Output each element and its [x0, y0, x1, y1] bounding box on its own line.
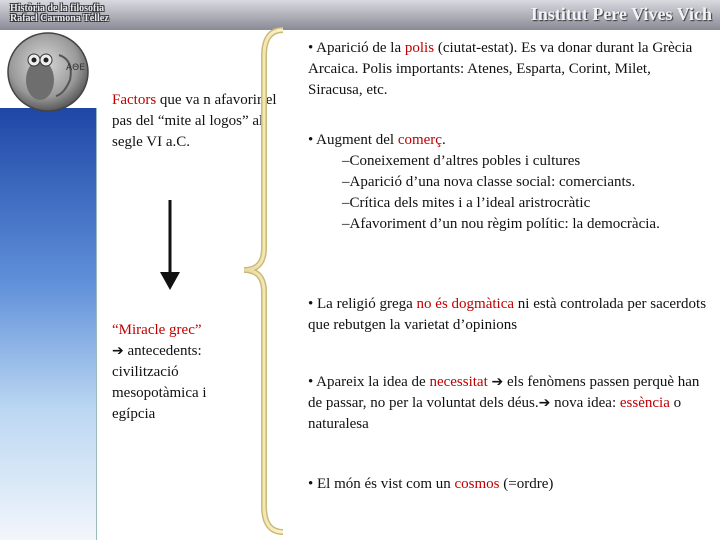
factors-text: que va n afavorir el pas del “mite al logos” al segle VI a.C.: [112, 92, 277, 150]
right-arrow-icon: ➔: [112, 343, 124, 359]
religion-text-b: ni està controlada per sacerdots que rebutgen la varietat d’opinions: [308, 296, 707, 333]
svg-text:ΑΘΕ: ΑΘΕ: [66, 63, 85, 73]
point-necessity: [308, 372, 708, 435]
cosmos-text-a: • El món és vist com un: [308, 476, 455, 492]
necessity-text-c: nova idea:: [550, 395, 620, 411]
down-arrow-icon: [158, 200, 182, 290]
commerce-subpoint: –Aparició d’una nova classe social: comerciants.: [342, 174, 636, 190]
owl-coin-icon: [4, 30, 92, 114]
decorative-gradient-sidebar: [0, 108, 97, 540]
necessity-text-a: • Apareix la idea de: [308, 374, 430, 390]
polis-text-a: • Aparició de la: [308, 40, 405, 56]
commerce-text-b: .: [441, 132, 446, 148]
miracle-block: [112, 320, 252, 425]
credit-subject: Història de la filosofia: [10, 3, 105, 14]
right-arrow-icon: ➔: [538, 395, 551, 411]
religion-text-a: • La religió grega: [308, 296, 417, 312]
commerce-keyword: comerç: [397, 132, 442, 148]
necessity-keyword: necessitat: [429, 374, 488, 390]
polis-keyword: polis: [404, 40, 435, 56]
miracle-keyword: “Miracle grec”: [112, 322, 202, 338]
commerce-subpoint: –Coneixement d’altres pobles i cultures: [342, 153, 581, 169]
curly-brace-icon: [238, 26, 288, 536]
necessity-text-d: o naturalesa: [308, 395, 682, 432]
commerce-subpoint: –Crítica dels mites i a l’ideal aristrocràtic: [342, 195, 591, 211]
necessity-text-b: els fenòmens passen perquè han de passar, no per la voluntat dels déus.: [308, 374, 700, 411]
author-credit: [10, 4, 109, 24]
polis-text-b: (ciutat-estat). Es va donar durant la Grècia Arcaica. Polis importants: Atenes, Esparta, Corint, Milet, Siracusa, etc.: [308, 40, 693, 98]
essence-keyword: essència: [619, 395, 670, 411]
commerce-text-a: • Augment del: [308, 132, 398, 148]
cosmos-text-b: (=ordre): [499, 476, 554, 492]
credit-author: Rafael Carmona Téllez: [10, 13, 109, 24]
point-polis: [308, 38, 708, 101]
school-name: Institut Pere Vives Vich: [530, 4, 712, 24]
factors-keyword: Factors: [112, 92, 157, 108]
miracle-text: antecedents: civilització mesopotàmica i egípcia: [112, 343, 207, 422]
header-bar: [0, 0, 720, 30]
point-cosmos: [308, 474, 708, 495]
religion-keyword: no és dogmàtica: [416, 296, 515, 312]
right-arrow-icon: ➔: [491, 374, 504, 390]
commerce-subpoint: –Afavoriment d’un nou règim polític: la democràcia.: [342, 216, 660, 232]
point-religion: [308, 294, 708, 336]
point-commerce: [308, 130, 718, 235]
cosmos-keyword: cosmos: [454, 476, 500, 492]
